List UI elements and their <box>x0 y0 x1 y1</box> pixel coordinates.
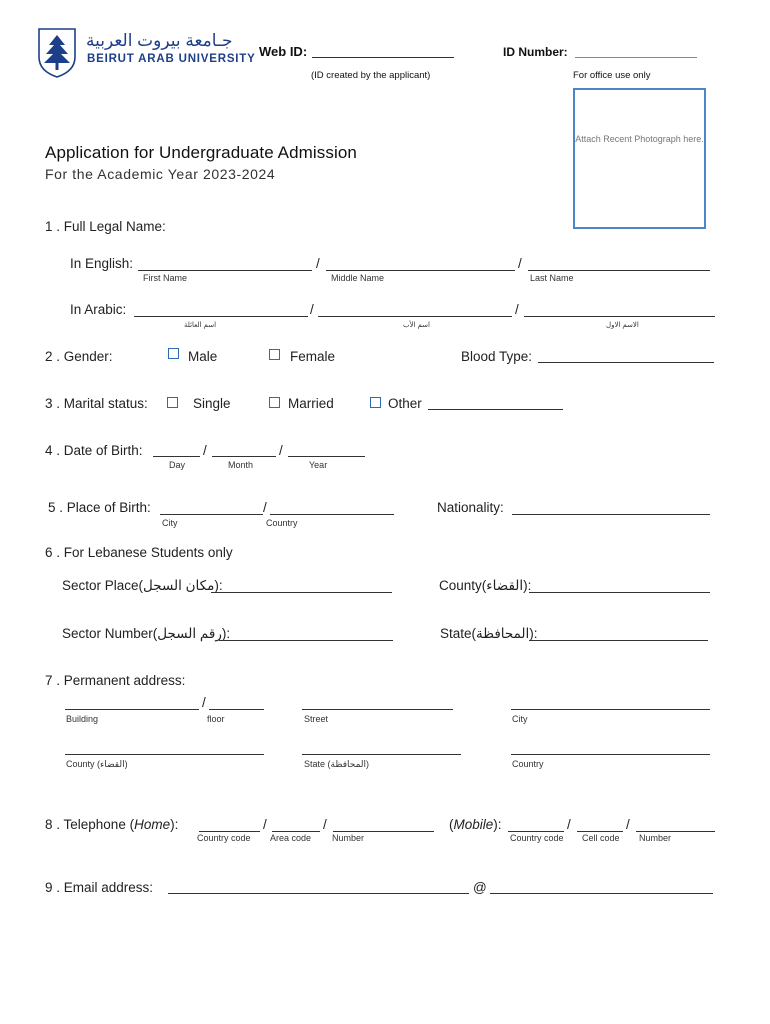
separator: / <box>515 302 519 317</box>
web-id-caption: (ID created by the applicant) <box>311 70 431 81</box>
separator: / <box>263 500 267 515</box>
address-country-field[interactable] <box>511 754 710 755</box>
floor-field[interactable] <box>209 709 264 710</box>
number-caption: Number <box>639 833 672 843</box>
country-caption: Country <box>266 518 298 528</box>
country-caption: Country <box>512 759 544 769</box>
country-code-caption: Country code <box>510 833 564 843</box>
cell-code-caption: Cell code <box>582 833 620 843</box>
mobile-country-code-field[interactable] <box>508 831 564 832</box>
q4-label: 4 . Date of Birth: <box>45 443 143 458</box>
email-user-field[interactable] <box>168 893 469 894</box>
separator: / <box>567 817 571 832</box>
address-city-field[interactable] <box>511 709 710 710</box>
in-arabic-label: In Arabic: <box>70 302 127 317</box>
middle-name-caption: Middle Name <box>331 273 385 283</box>
separator: / <box>518 256 522 271</box>
county-caption: County (القضاء) <box>66 759 128 769</box>
separator: / <box>202 695 206 710</box>
separator: / <box>263 817 267 832</box>
q6-label: 6 . For Lebanese Students only <box>45 545 233 560</box>
home-area-code-field[interactable] <box>272 831 320 832</box>
mobile-label-wrap <box>449 817 502 832</box>
city-caption: City <box>162 518 178 528</box>
english-last-name-field[interactable] <box>528 270 710 271</box>
logo-english-name: BEIRUT ARAB UNIVERSITY <box>87 53 256 65</box>
birth-day-field[interactable] <box>153 456 200 457</box>
county-label: County(القضاء): <box>439 578 532 593</box>
q8-label <box>45 817 178 832</box>
telephone-label: 8 . Telephone ( <box>45 817 135 832</box>
cedar-shield-icon <box>37 27 77 79</box>
web-id-field[interactable] <box>312 57 454 58</box>
id-number-field[interactable] <box>575 57 697 58</box>
photo-instruction: Attach Recent Photograph here. <box>575 134 704 144</box>
floor-caption: floor <box>207 714 225 724</box>
separator: / <box>310 302 314 317</box>
sector-place-field[interactable] <box>211 592 392 593</box>
single-label: Single <box>193 396 231 411</box>
email-domain-field[interactable] <box>490 893 713 894</box>
arabic-first-name-field[interactable] <box>524 316 715 317</box>
q5-label: 5 . Place of Birth: <box>48 500 151 515</box>
separator: / <box>323 817 327 832</box>
separator: / <box>279 443 283 458</box>
q2-label: 2 . Gender: <box>45 349 113 364</box>
arabic-father-name-field[interactable] <box>318 316 512 317</box>
country-code-caption: Country code <box>197 833 251 843</box>
address-county-field[interactable] <box>65 754 264 755</box>
sector-number-field[interactable] <box>219 640 393 641</box>
area-code-caption: Area code <box>270 833 312 843</box>
home-number-field[interactable] <box>333 831 434 832</box>
female-label: Female <box>290 349 336 364</box>
sector-place-label: Sector Place(مكان السجل): <box>62 578 223 593</box>
id-number-label: ID Number: <box>503 45 568 59</box>
q7-label: 7 . Permanent address: <box>45 673 186 688</box>
first-name-caption: First Name <box>143 273 188 283</box>
in-english-label: In English: <box>70 256 134 271</box>
building-field[interactable] <box>65 709 199 710</box>
form-title: Application for Undergraduate Admission <box>45 143 357 162</box>
blood-type-label: Blood Type: <box>461 349 533 364</box>
form-subtitle: For the Academic Year 2023-2024 <box>45 166 276 182</box>
address-state-field[interactable] <box>302 754 461 755</box>
q9-label: 9 . Email address: <box>45 880 154 895</box>
city-caption: City <box>512 714 528 724</box>
arabic-father-caption: اسم الأب <box>403 322 430 329</box>
single-checkbox[interactable] <box>167 397 178 408</box>
state-caption: State (المحافظة) <box>304 759 370 769</box>
number-caption: Number <box>332 833 365 843</box>
street-caption: Street <box>304 714 329 724</box>
arabic-family-name-field[interactable] <box>134 316 308 317</box>
building-caption: Building <box>66 714 99 724</box>
other-status-field[interactable] <box>428 409 563 410</box>
birth-city-field[interactable] <box>160 514 263 515</box>
web-id-label: Web ID: <box>259 44 308 59</box>
nationality-label: Nationality: <box>437 500 504 515</box>
year-caption: Year <box>309 460 328 470</box>
q3-label: 3 . Marital status: <box>45 396 148 411</box>
mobile-open: ( <box>449 817 454 832</box>
other-checkbox[interactable] <box>370 397 381 408</box>
arabic-family-caption: اسم العائلة <box>184 322 217 329</box>
english-first-name-field[interactable] <box>138 270 312 271</box>
q1-label: 1 . Full Legal Name: <box>45 219 166 234</box>
telephone-label-end: ): <box>170 817 179 832</box>
home-country-code-field[interactable] <box>199 831 260 832</box>
photo-box[interactable] <box>573 88 706 229</box>
day-caption: Day <box>169 460 186 470</box>
street-field[interactable] <box>302 709 453 710</box>
male-label: Male <box>188 349 218 364</box>
state-field[interactable] <box>529 640 708 641</box>
home-label: Home <box>134 817 171 832</box>
office-use-caption: For office use only <box>573 70 651 81</box>
mobile-cell-code-field[interactable] <box>577 831 623 832</box>
last-name-caption: Last Name <box>530 273 574 283</box>
birth-country-field[interactable] <box>270 514 394 515</box>
birth-year-field[interactable] <box>288 456 365 457</box>
blood-type-field[interactable] <box>538 362 714 363</box>
separator: / <box>626 817 630 832</box>
separator: / <box>316 256 320 271</box>
married-label: Married <box>288 396 334 411</box>
nationality-field[interactable] <box>512 514 710 515</box>
married-checkbox[interactable] <box>269 397 280 408</box>
month-caption: Month <box>228 460 254 470</box>
other-label: Other <box>388 396 422 411</box>
mobile-label-end: ): <box>493 817 502 832</box>
logo-arabic-name: جـامعة بيروت العربية <box>86 31 233 50</box>
mobile-label: Mobile <box>453 817 494 832</box>
separator: / <box>203 443 207 458</box>
mobile-number-field[interactable] <box>636 831 715 832</box>
state-label: State(المحافظة): <box>440 626 538 641</box>
male-checkbox[interactable] <box>168 348 179 359</box>
county-field[interactable] <box>529 592 710 593</box>
arabic-first-caption: الاسم الاول <box>606 322 639 329</box>
english-middle-name-field[interactable] <box>326 270 515 271</box>
at-sign: @ <box>473 880 487 895</box>
sector-number-label: Sector Number(رقم السجل): <box>62 626 231 641</box>
female-checkbox[interactable] <box>269 349 280 360</box>
birth-month-field[interactable] <box>212 456 276 457</box>
